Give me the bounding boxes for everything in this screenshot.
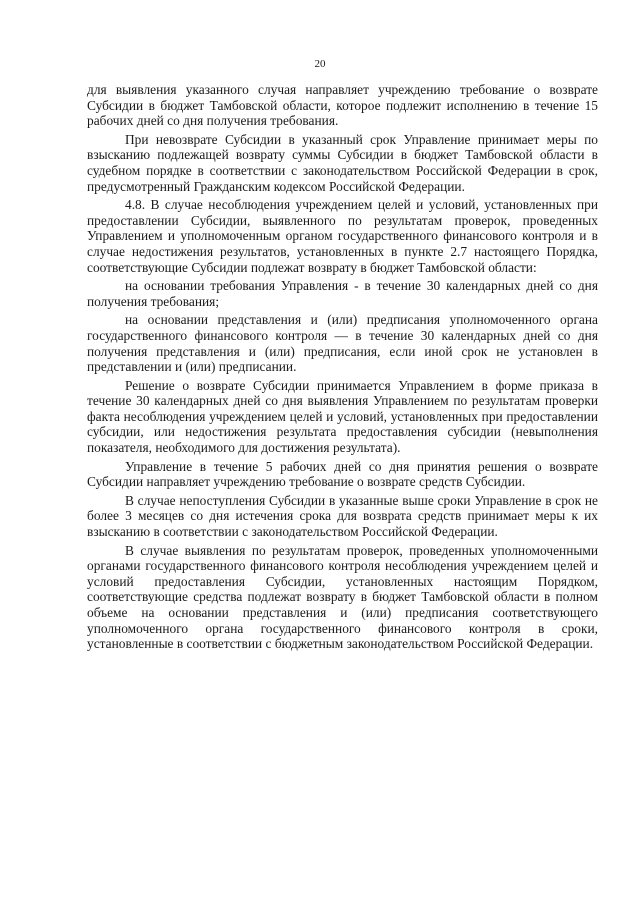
paragraph: на основании требования Управления - в течение 30 календарных дней со дня получения требования; xyxy=(87,278,598,309)
paragraph: на основании представления и (или) предписания уполномоченного органа государственного финансового контроля — в течение 30 календарных дней со дня получения представления и (или) предписания, если иной срок не установлен в представлении и (или) предписании. xyxy=(87,312,598,375)
paragraph: Управление в течение 5 рабочих дней со дня принятия решения о возврате Субсидии направляет учреждению требование о возврате средств Субсидии. xyxy=(87,458,598,490)
paragraph: для выявления указанного случая направляет учреждению требование о возврате Субсидии в бюджет Тамбовской области, которое подлежит исполнению в течение 15 рабочих дней со дня получения требования. xyxy=(87,82,598,129)
paragraph: Решение о возврате Субсидии принимается Управлением в форме приказа в течение 30 календарных дней со дня выявления Управлением по результатам проверки факта несоблюдения учреждением целей и условий, установленных при предоставлении субсидии, или недостижения результата предоставления субсидии (невыполнения показателя, необходимого для достижения результата). xyxy=(87,377,598,456)
document-body xyxy=(87,82,598,655)
paragraph: При невозврате Субсидии в указанный срок Управление принимает меры по взысканию подлежащей возврату суммы Субсидии в бюджет Тамбовской области в судебном порядке в соответствии с законодательством Российской Федерации в срок, предусмотренный Гражданским кодексом Российской Федерации. xyxy=(87,131,598,194)
paragraph: В случае непоступления Субсидии в указанные выше сроки Управление в срок не более 3 месяцев со дня истечения срока для возврата средств принимает меры к их взысканию в соответствии с законодательством Российской Федерации. xyxy=(87,492,598,540)
paragraph: 4.8. В случае несоблюдения учреждением целей и условий, установленных при предоставлении Субсидии, выявленного по результатам проверок, проведенных Управлением и уполномоченным органом государственного финансового контроля и в случае недостижения результатов, установленных в пункте 2.7 настоящего Порядка, соответствующие Субсидии подлежат возврату в бюджет Тамбовской области: xyxy=(87,197,598,275)
paragraph: В случае выявления по результатам проверок, проведенных уполномоченными органами государственного финансового контроля несоблюдения учреждением целей и условий предоставления Субсидии, установленных настоящим Порядком, соответствующие средства подлежат возврату в бюджет Тамбовской области в полном объеме на основании представления и (или) предписания соответствующего уполномоченного органа государственного финансового контроля в сроки, установленные в соответствии с бюджетным законодательством Российской Федерации. xyxy=(87,542,598,652)
page-number: 20 xyxy=(314,58,326,70)
